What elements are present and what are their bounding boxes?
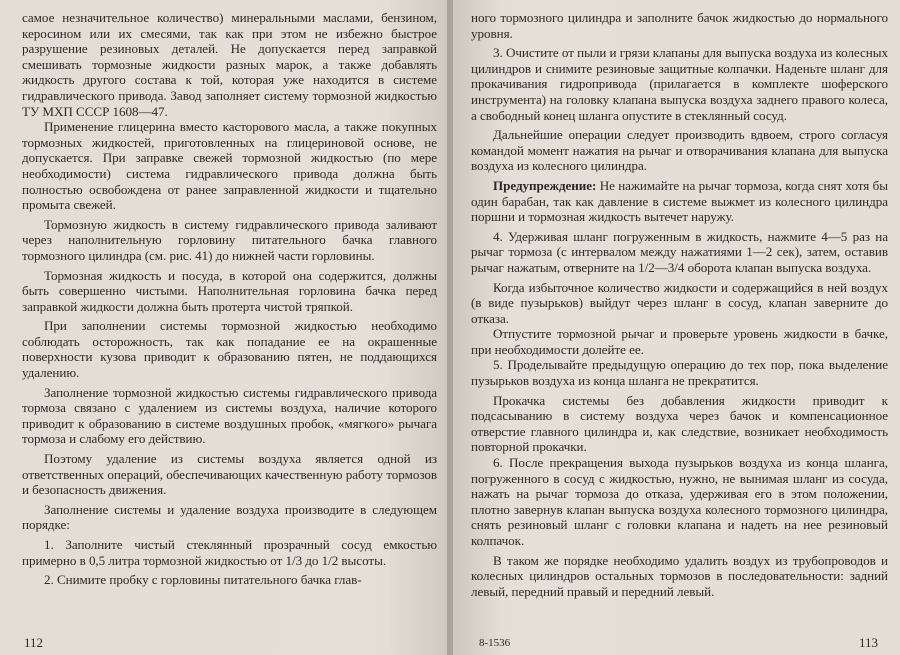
paragraph: Тормозная жидкость и посуда, в которой она содержится, должны быть совершенно чистыми. Наполнительная горловина бачка перед заправкой жидкости должна быть протерта чистой тряпкой. [22, 267, 437, 314]
paragraph: Дальнейшие операции следует производить вдвоем, строго согласуя командой момент нажатия на рычаг и отворачивания клапана для выпуска воздуха из колесного цилиндра. [471, 127, 888, 174]
paragraph: 1. Заполните чистый стеклянный прозрачный сосуд емкостью примерно в 0,5 литра тормозной жидкостью от 1/3 до 1/2 высоты. [22, 537, 437, 568]
paragraph: Отпустите тормозной рычаг и проверьте уровень жидкости в бачке, при необходимости долейте ее. [471, 326, 888, 357]
page-number: 113 [858, 635, 878, 650]
paragraph: 2. Снимите пробку с горловины питательного бачка глав- [44, 572, 362, 588]
paragraph: ного тормозного цилиндра и заполните бачок жидкостью до нормального уровня. [471, 10, 888, 41]
warning-text: Не нажимайте на рычаг тормоза, когда снят хотя бы один барабан, так как давление в системе выжмет из колесного цилиндра поршни и тормозная жидкость вытечет наружу. [471, 177, 888, 225]
paragraph: самое незначительное количество) минеральными маслами, бензином, керосином или их смесями, так как при этом не избежно быстрое разрушение резиновых деталей. Не допускается перед заправкой смешивать тормозные жидкости разных марок, а также добавлять жидкость другого состава к той, которая уже находится в системе гидравлического привода. Завод заполняет систему тормозной жидкостью ТУ МХП СССР 1608—47. [22, 10, 437, 119]
paragraph: Применение глицерина вместо касторового масла, а также покупных тормозных жидкостей, приготовленных на глицериновой основе, не допускается. При заправке свежей тормозной жидкостью (по мере необходимости) система гидравлического привода должна быть полностью освобождена от ранее заправленной жидкости и тщательно промыта свежей. [22, 119, 437, 213]
page-number: 112 [24, 635, 44, 650]
paragraph: Заполнение системы и удаление воздуха производите в следующем порядке: [22, 501, 437, 533]
paragraph: Заполнение тормозной жидкостью системы гидравлического привода тормоза связано с удалением из системы воздуха, наличие которого приводит к образованию в системе воздушных пробок, «мягкого» рычага тормоза и слабому его действию. [22, 384, 437, 447]
paragraph: При заполнении системы тормозной жидкостью необходимо соблюдать осторожность, так как попадание ее на окрашенные поверхности кузова приводит к образованию пятен, не поддающихся удалению. [22, 318, 437, 381]
paragraph: 4. Удерживая шланг погруженным в жидкость, нажмите 4—5 раз на рычаг тормоза (с интервалом между нажатиями 1—2 сек), затем, оставив рычаг нажатым, отверните на 1/2—3/4 оборота клапан выпуска воздуха. [471, 228, 888, 275]
paragraph: 6. После прекращения выхода пузырьков воздуха из конца шланга, погруженного в сосуд с жидкостью, нужно, не вынимая шланг из сосуда, нажать на рычаг тормоза до отказа, удерживая его в этом положении, плотно завернув клапан выпуска воздуха колесного тормозного цилиндра, снять резиновый шланг с головки клапана и надеть на нее резиновый колпачок. [471, 455, 888, 548]
paragraph: Когда избыточное количество жидкости и содержащийся в ней воздух (в виде пузырьков) выйдут через шланг в сосуд, клапан заверните до отказа. [471, 279, 888, 326]
paragraph: Прокачка системы без добавления жидкости приводит к подсасыванию в систему воздуха через бачок и компенсационное отверстие главного цилиндра и, как следствие, возникает необходимость повторной прокачки. [471, 392, 888, 455]
warning-paragraph [471, 178, 888, 225]
paragraph: 5. Проделывайте предыдущую операцию до тех пор, пока выделение пузырьков воздуха из конца шланга не прекратится. [471, 357, 888, 389]
paragraph: 3. Очистите от пыли и грязи клапаны для выпуска воздуха из колесных цилиндров и снимите резиновые защитные колпачки. Наденьте шланг для прокачивания гидропривода (прилагается в комплекте шоферского инструмента) на головку клапана выпуска воздуха заднего правого колеса, а свободный конец шланга опустите в стеклянный сосуд. [471, 45, 888, 123]
paragraph: В таком же порядке необходимо удалить воздух из трубопроводов и колесных цилиндров остальных тормозов в последовательности: задний левый, передний правый и передний левый. [471, 552, 888, 599]
printer-signature: 8-1536 [479, 637, 511, 649]
left-page [0, 0, 447, 655]
right-page [453, 0, 900, 655]
warning-label: Предупреждение: [493, 177, 597, 193]
paragraph: Поэтому удаление из системы воздуха является одной из ответственных операций, обеспечивающих качественную работу тормозов и безопасность движения. [22, 451, 437, 498]
paragraph: Тормозную жидкость в систему гидравлического привода заливают через наполнительную горловину питательного бачка главного тормозного цилиндра (см. рис. 41) до нижней части горловины. [22, 216, 437, 263]
